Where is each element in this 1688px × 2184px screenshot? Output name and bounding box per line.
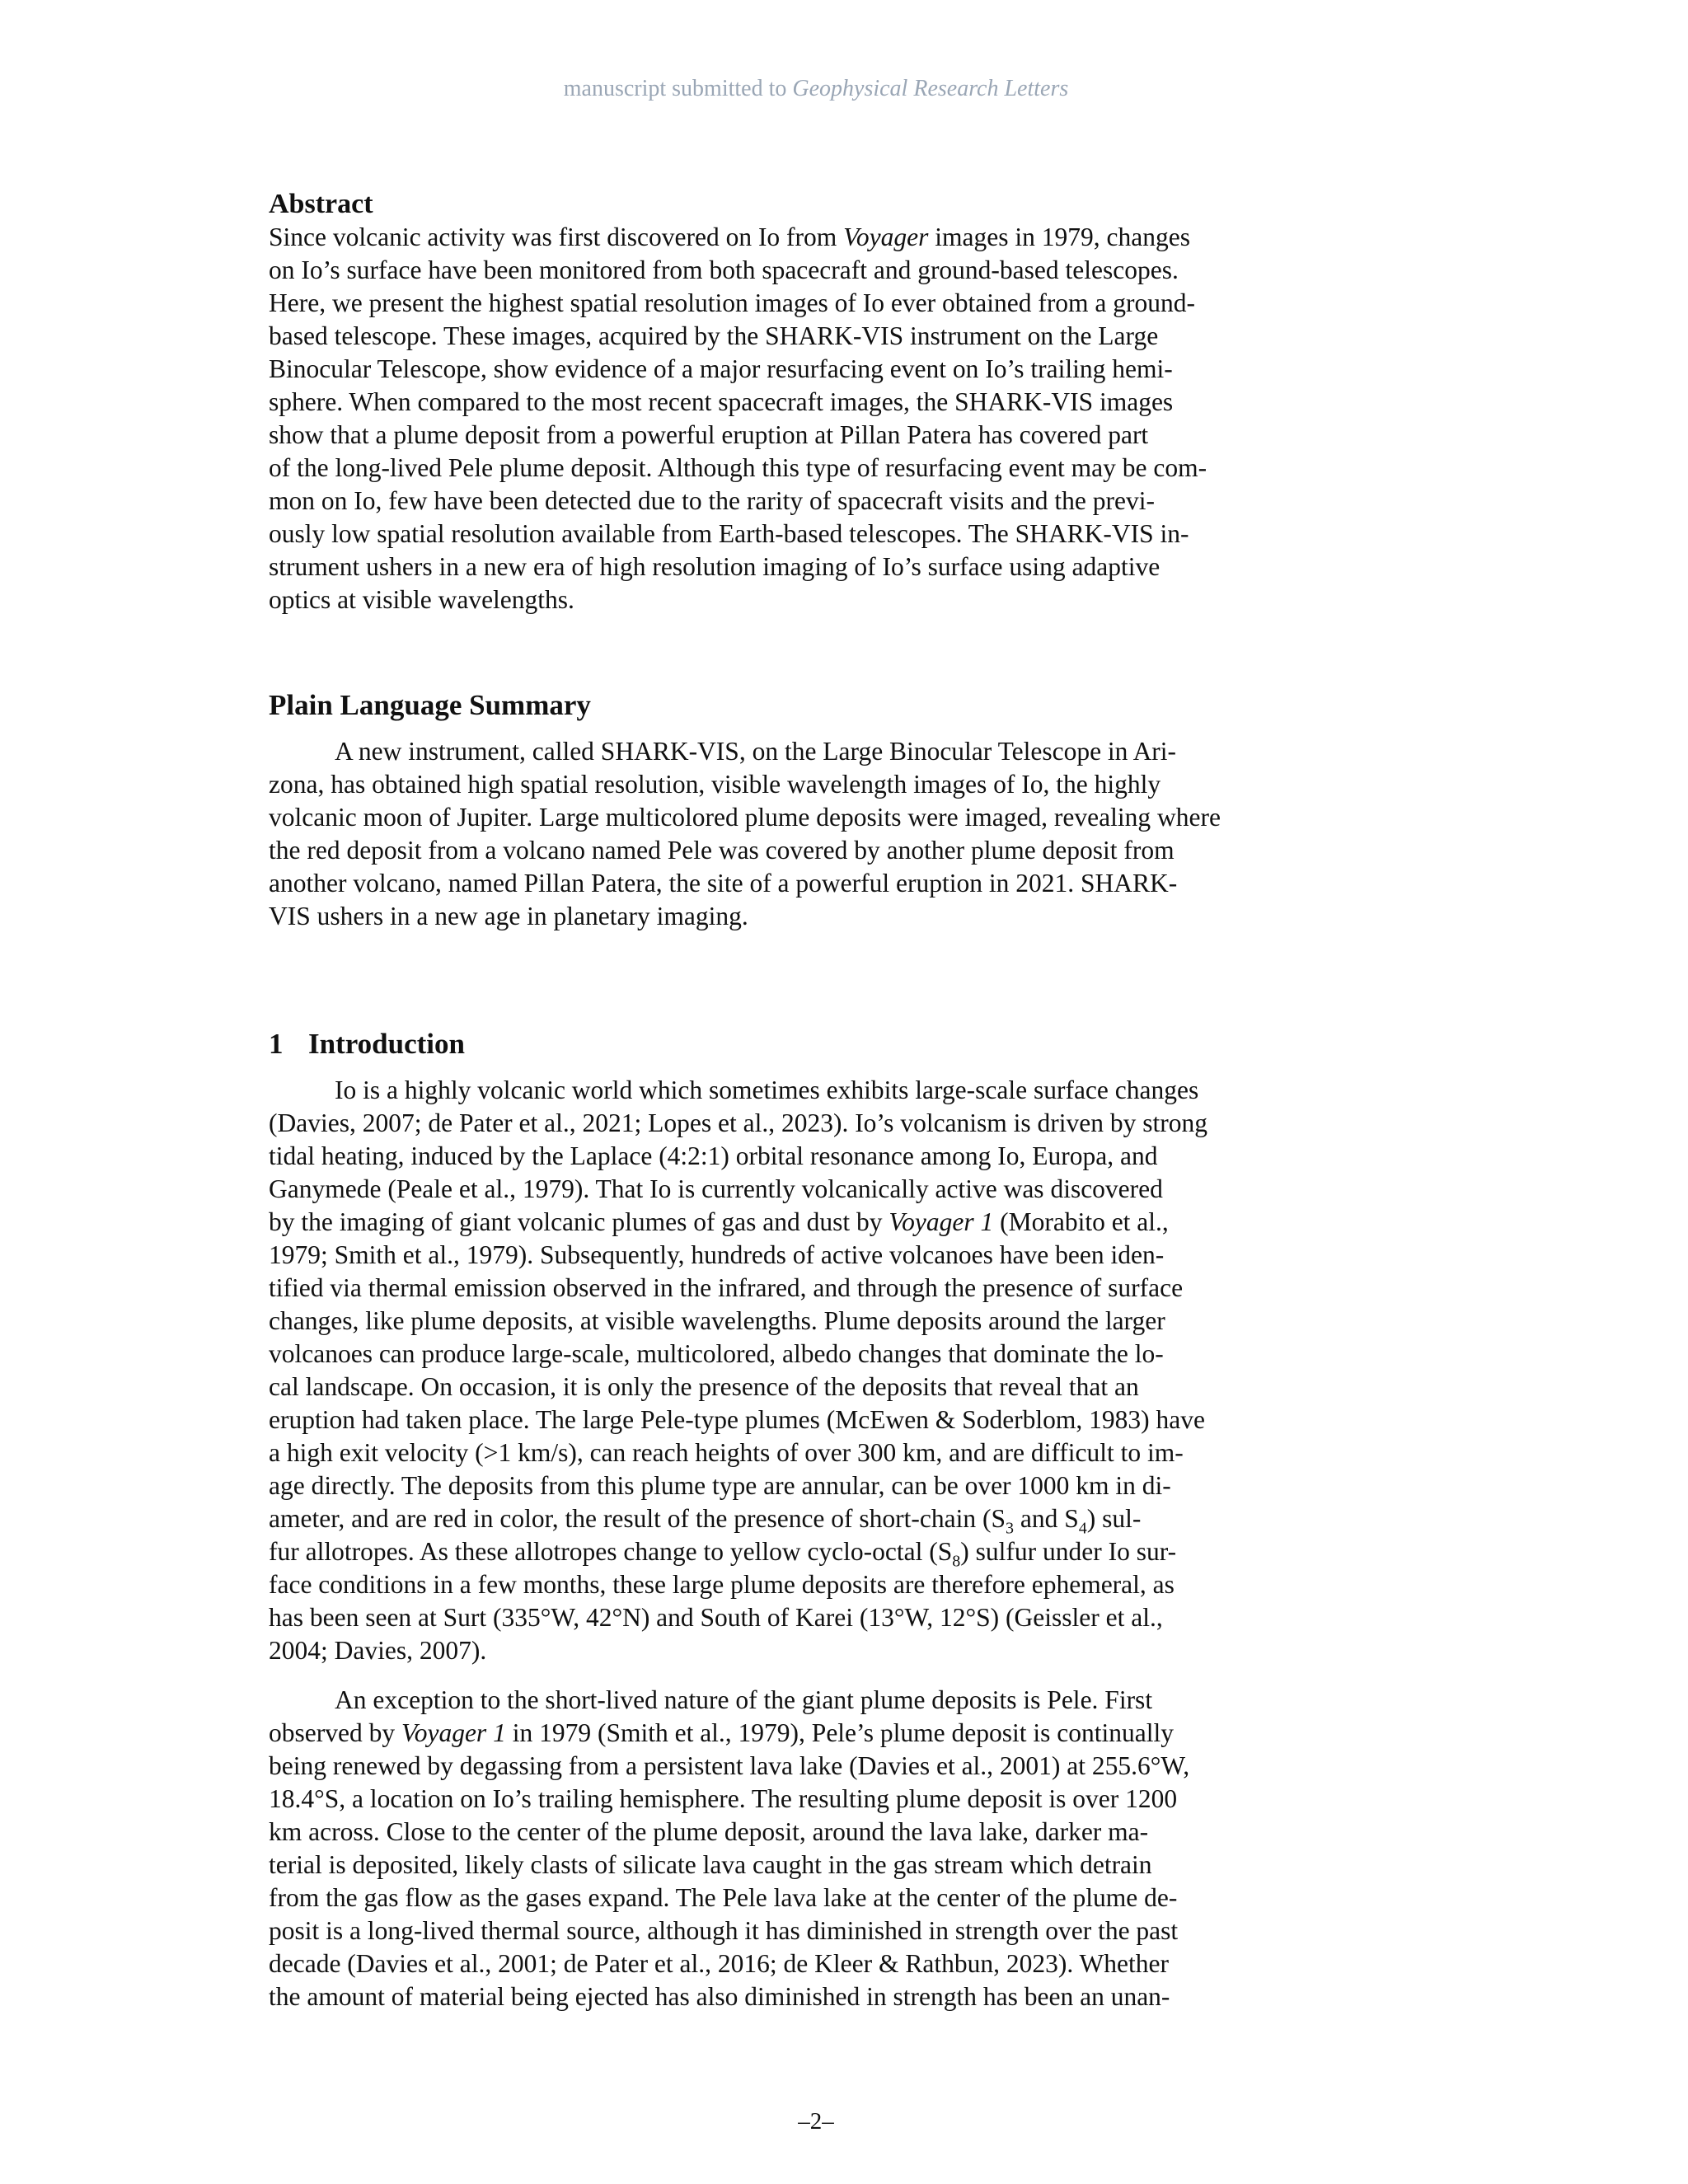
- intro-line: a high exit velocity (>1 km/s), can reach heights of over 300 km, and are difficult to im-: [269, 1438, 1184, 1467]
- intro-line: 18.4°S, a location on Io’s trailing hemisphere. The resulting plume deposit is over 1200: [269, 1784, 1178, 1813]
- intro-line: fur allotropes. As these allotropes change to yellow cyclo-octal $(S_8)$ sulfur under Io sur-: [269, 1537, 1177, 1571]
- pls-line: another volcano, named Pillan Patera, the site of a powerful eruption in 2021. SHARK-: [269, 869, 1178, 898]
- section-number: 1: [269, 1028, 284, 1060]
- intro-line: km across. Close to the center of the plume deposit, around the lava lake, darker ma-: [269, 1817, 1149, 1846]
- intro-line: changes, like plume deposits, at visible wavelengths. Plume deposits around the larger: [269, 1306, 1165, 1335]
- introduction-section: [269, 1026, 1370, 2013]
- abstract-body: [269, 221, 1370, 616]
- intro-line: terial is deposited, likely clasts of silicate lava caught in the gas stream which detrain: [269, 1850, 1152, 1879]
- journal-name: Geophysical Research Letters: [792, 76, 1069, 101]
- abstract-line: optics at visible wavelengths.: [269, 585, 574, 614]
- intro-paragraph-1: [269, 1074, 1370, 1667]
- page-number: –2–: [798, 2108, 834, 2135]
- abstract-line: show that a plume deposit from a powerful eruption at Pillan Patera has covered part: [269, 420, 1149, 449]
- intro-line: decade (Davies et al., 2001; de Pater et al., 2016; de Kleer & Rathbun, 2023). Whether: [269, 1949, 1169, 1978]
- intro-line: (Davies, 2007; de Pater et al., 2021; Lopes et al., 2023). Io’s volcanism is driven by strong: [269, 1108, 1208, 1137]
- pls-line: volcanic moon of Jupiter. Large multicolored plume deposits were imaged, revealing where: [269, 803, 1221, 832]
- intro-line: posit is a long-lived thermal source, although it has diminished in strength over the past: [269, 1916, 1179, 1945]
- intro-line: from the gas flow as the gases expand. The Pele lava lake at the center of the plume de-: [269, 1883, 1178, 1912]
- intro-line: face conditions in a few months, these large plume deposits are therefore ephemeral, as: [269, 1570, 1175, 1599]
- pls-line: zona, has obtained high spatial resolution, visible wavelength images of Io, the highly: [269, 770, 1161, 799]
- intro-line: observed by Voyager 1 in 1979 (Smith et al., 1979), Pele’s plume deposit is continually: [269, 1718, 1174, 1747]
- abstract-line: Here, we present the highest spatial resolution images of Io ever obtained from a ground-: [269, 288, 1196, 317]
- intro-line: eruption had taken place. The large Pele-type plumes (McEwen & Soderblom, 1983) have: [269, 1405, 1205, 1434]
- intro-line: ameter, and are red in color, the result of the presence of short-chain ($S_3$ and $S_4$) sul-: [269, 1504, 1142, 1538]
- pls-line: A new instrument, called SHARK-VIS, on the Large Binocular Telescope in Ari-: [335, 737, 1177, 766]
- abstract-line: strument ushers in a new era of high resolution imaging of Io’s surface using adaptive: [269, 552, 1160, 581]
- pls-line: the red deposit from a volcano named Pele was covered by another plume deposit from: [269, 836, 1175, 865]
- intro-line: 2004; Davies, 2007).: [269, 1636, 487, 1665]
- pls-title: Plain Language Summary: [269, 689, 591, 721]
- pls-line: VIS ushers in a new age in planetary imaging.: [269, 902, 748, 930]
- abstract-title: Abstract: [269, 189, 373, 219]
- abstract-line: of the long-lived Pele plume deposit. Although this type of resurfacing event may be com-: [269, 453, 1207, 482]
- abstract-line: ously low spatial resolution available from Earth-based telescopes. The SHARK-VIS in-: [269, 519, 1189, 548]
- abstract-line: Since volcanic activity was first discovered on Io from Voyager images in 1979, changes: [269, 223, 1190, 251]
- introduction-heading: [269, 1026, 1370, 1062]
- intro-line: tified via thermal emission observed in the infrared, and through the presence of surface: [269, 1273, 1184, 1302]
- abstract-line: mon on Io, few have been detected due to the rarity of spacecraft visits and the previ-: [269, 486, 1155, 515]
- abstract-line: based telescope. These images, acquired by the SHARK-VIS instrument on the Large: [269, 321, 1159, 350]
- intro-line: the amount of material being ejected has also diminished in strength has been an unan-: [269, 1982, 1170, 2011]
- intro-line: has been seen at Surt (335°W, 42°N) and South of Karei (13°W, 12°S) (Geissler et al.,: [269, 1603, 1163, 1632]
- intro-line: cal landscape. On occasion, it is only the presence of the deposits that reveal that an: [269, 1372, 1139, 1401]
- intro-line: An exception to the short-lived nature of the giant plume deposits is Pele. First: [335, 1685, 1153, 1714]
- running-head: [0, 76, 1632, 102]
- intro-line: volcanoes can produce large-scale, multicolored, albedo changes that dominate the lo-: [269, 1339, 1164, 1368]
- intro-paragraph-2: [269, 1684, 1370, 2013]
- abstract-line: Binocular Telescope, show evidence of a major resurfacing event on Io’s trailing hemi-: [269, 354, 1173, 383]
- abstract-section: [269, 188, 1370, 616]
- intro-line: by the imaging of giant volcanic plumes of gas and dust by Voyager 1 (Morabito et al.,: [269, 1207, 1169, 1236]
- abstract-line: on Io’s surface have been monitored from both spacecraft and ground-based telescopes.: [269, 255, 1179, 284]
- intro-line: tidal heating, induced by the Laplace (4:2:1) orbital resonance among Io, Europa, and: [269, 1141, 1158, 1170]
- intro-line: Ganymede (Peale et al., 1979). That Io is currently volcanically active was discovered: [269, 1174, 1163, 1203]
- abstract-line: sphere. When compared to the most recent spacecraft images, the SHARK-VIS images: [269, 387, 1174, 416]
- plain-language-summary-section: [269, 687, 1370, 933]
- intro-line: being renewed by degassing from a persistent lava lake (Davies et al., 2001) at 255.6°W,: [269, 1751, 1190, 1780]
- section-title: Introduction: [308, 1028, 465, 1060]
- intro-line: Io is a highly volcanic world which sometimes exhibits large-scale surface changes: [335, 1076, 1199, 1104]
- pls-body: [269, 735, 1370, 933]
- intro-line: age directly. The deposits from this plume type are annular, can be over 1000 km in di-: [269, 1471, 1171, 1500]
- intro-line: 1979; Smith et al., 1979). Subsequently, hundreds of active volcanoes have been iden-: [269, 1240, 1165, 1269]
- running-head-prefix: manuscript submitted to: [563, 76, 787, 101]
